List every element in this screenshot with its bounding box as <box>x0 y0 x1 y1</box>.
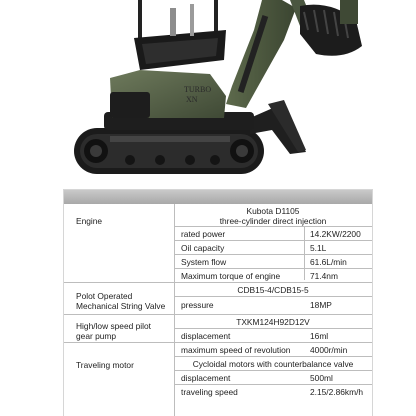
counterweight <box>110 92 150 118</box>
crawler-track <box>74 128 264 174</box>
engine-model: Kubota D1105 <box>246 206 300 216</box>
badge-line2: XN <box>186 95 198 104</box>
engine-row-name: rated power <box>181 229 226 239</box>
engine-row-value: 14.2KW/2200 <box>310 229 361 239</box>
motor-label: Traveling motor <box>76 360 134 370</box>
motor-row-value: 500ml <box>310 373 333 383</box>
motor-row-name: traveling speed <box>181 387 238 397</box>
pump-label-line2: gear pump <box>76 331 117 341</box>
valve-label-line1: Polot Operated <box>76 291 133 301</box>
spec-table <box>64 190 372 416</box>
bucket <box>300 0 362 56</box>
engine-row-name: System flow <box>181 257 227 267</box>
valve-row-value: 18MP <box>310 300 332 310</box>
spec-table-header-bar <box>64 190 372 204</box>
valve-model: CDB15-4/CDB15-5 <box>237 285 309 295</box>
motor-row-value: 2.15/2.86km/h <box>310 387 364 397</box>
valve-label-line2: Mechanical String Valve <box>76 301 166 311</box>
operator-canopy <box>134 0 226 70</box>
motor-model: Cycloidal motors with counterbalance valve <box>192 359 354 369</box>
pump-label-line1: High/low speed pilot <box>76 321 151 331</box>
engine-type: three-cylinder direct injection <box>219 216 327 226</box>
excavator-illustration <box>0 0 416 182</box>
engine-row-value: 5.1L <box>310 243 327 253</box>
engine-row-value: 61.6L/min <box>310 257 347 267</box>
value-divider <box>304 226 305 280</box>
pump-model: TXKM124H92D12V <box>236 317 310 327</box>
badge-line1: TURBO <box>184 85 212 94</box>
pump-row-value: 16ml <box>310 331 329 341</box>
engine-label: Engine <box>76 216 103 226</box>
engine-row-value: 71.4nm <box>310 271 338 281</box>
motor-row-value: 4000r/min <box>310 345 348 355</box>
engine-row-name: Oil capacity <box>181 243 225 253</box>
motor-row-name: displacement <box>181 373 231 383</box>
motor-row-name: maximum speed of revolution <box>181 345 291 355</box>
engine-row-name: Maximum torque of engine <box>181 271 281 281</box>
pump-row-name: displacement <box>181 331 231 341</box>
boom-arm <box>226 0 312 108</box>
valve-row-name: pressure <box>181 300 214 310</box>
